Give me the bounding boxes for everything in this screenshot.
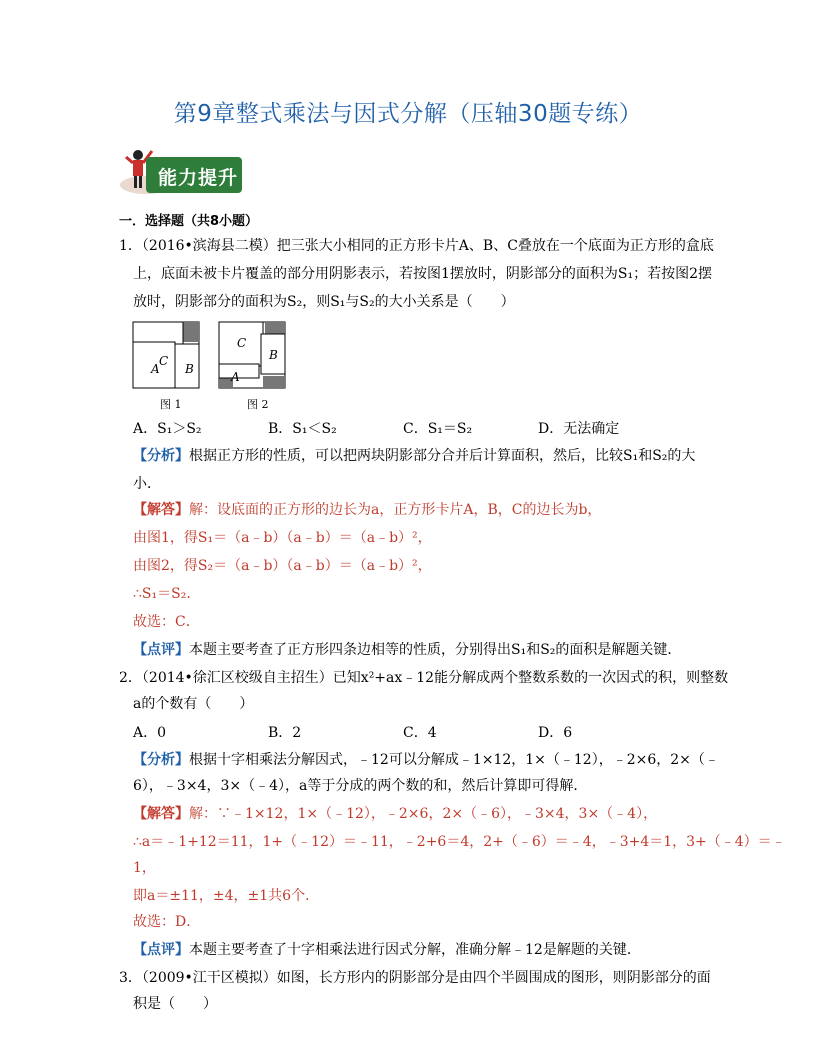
- q2-comment: [133, 940, 641, 960]
- q1-line3: 放时，阴影部分的面积为S₂，则S₁与S₂的大小关系是（ ）: [133, 294, 515, 310]
- q3-line1: 3．（2009•江干区模拟）如图，长方形内的阴影部分是由四个半圆围成的图形，则阴影部分的面: [119, 970, 711, 986]
- q2-comment-text: 本题主要考查了十字相乘法进行因式分解，准确分解﹣12是解题的关键．: [189, 942, 641, 958]
- q2-answer-line3: 1，: [133, 860, 156, 876]
- q2-answer-line1: 解：∵﹣1×12，1×（﹣12），﹣2×6，2×（﹣6），﹣3×4，3×（﹣4），: [189, 806, 658, 822]
- q1-option-c: C．S₁＝S₂: [403, 421, 473, 437]
- ability-badge: [116, 145, 244, 197]
- q1-analysis-cont: 小．: [133, 476, 161, 492]
- q1-answer-line4: ∴S₁＝S₂．: [133, 586, 201, 602]
- q2-option-a: A．0: [133, 725, 167, 741]
- q1-analysis: [133, 446, 695, 466]
- q1-answer: [133, 500, 601, 520]
- q1-option-a: A．S₁＞S₂: [133, 421, 202, 437]
- q2-option-d: D．6: [538, 725, 573, 741]
- q1-comment: [133, 640, 681, 660]
- q2-analysis: [133, 750, 719, 770]
- fig1-label-a: A: [151, 362, 160, 376]
- q1-answer-line5: 故选：C．: [133, 614, 200, 630]
- q3-line2: 积是（ ）: [133, 996, 217, 1012]
- q1-line2: 上，底面未被卡片覆盖的部分用阴影表示，若按图1摆放时，阴影部分的面积为S₁；若按图2摆: [133, 266, 713, 282]
- fig1-label-b: B: [185, 362, 194, 376]
- q1-option-d: D．无法确定: [538, 421, 620, 437]
- q1-option-b: B．S₁＜S₂: [268, 421, 337, 437]
- fig2-label-a: A: [231, 370, 240, 384]
- q2-answer-line5: 故选：D．: [133, 914, 201, 930]
- q2-option-b: B．2: [268, 725, 302, 741]
- q2-analysis-cont: 6），﹣3×4，3×（﹣4），a等于分成的两个数的和，然后计算即可得解．: [133, 778, 588, 794]
- section-heading: 一．选择题（共8小题）: [119, 214, 259, 229]
- q1-analysis-text: 根据正方形的性质，可以把两块阴影部分合并后计算面积，然后，比较S₁和S₂的大: [189, 448, 696, 464]
- badge-label: 能力提升: [158, 167, 239, 189]
- fig2-label-b: B: [269, 348, 278, 362]
- q2-analysis-text: 根据十字相乘法分解因式，﹣12可以分解成﹣1×12，1×（﹣12），﹣2×6，2×（﹣: [189, 752, 719, 768]
- q1-line1: 1．（2016•滨海县二模）把三张大小相同的正方形卡片A、B、C叠放在一个底面为正方形的盒底: [119, 238, 714, 254]
- q2-answer-tag: 【解答】: [133, 806, 189, 822]
- q1-comment-text: 本题主要考查了正方形四条边相等的性质，分别得出S₁和S₂的面积是解题关键．: [189, 642, 682, 658]
- q1-comment-tag: 【点评】: [133, 642, 189, 658]
- q2-analysis-tag: 【分析】: [133, 752, 189, 768]
- fig1-label-c: C: [159, 354, 169, 368]
- q1-answer-tag: 【解答】: [133, 502, 189, 518]
- page-title: 第9章整式乘法与因式分解（压轴30题专练）: [173, 101, 643, 127]
- q2-answer: [133, 804, 657, 824]
- fig2-label-c: C: [237, 336, 247, 350]
- q2-option-c: C．4: [403, 725, 437, 741]
- q1-answer-line1: 解：设底面的正方形的边长为a，正方形卡片A，B，C的边长为b，: [189, 502, 602, 518]
- q1-analysis-tag: 【分析】: [133, 448, 189, 464]
- q2-line2: a的个数有（ ）: [133, 696, 254, 712]
- q1-figures: [131, 320, 301, 411]
- q2-answer-line4: 即a＝±11，±4，±1共6个．: [133, 888, 320, 904]
- q1-answer-line3: 由图2，得S₂＝（a﹣b）（a﹣b）＝（a﹣b）²，: [133, 558, 432, 574]
- q2-line1: 2．（2014•徐汇区校级自主招生）已知x²+ax﹣12能分解成两个整数系数的一次因式的积，则整数: [119, 670, 729, 686]
- fig1-caption: 图 1: [160, 398, 182, 411]
- fig2-caption: 图 2: [247, 398, 269, 411]
- q1-answer-line2: 由图1，得S₁＝（a﹣b）（a﹣b）＝（a﹣b）²，: [133, 530, 432, 546]
- q2-answer-line2: ∴a＝﹣1+12＝11，1+（﹣12）＝﹣11，﹣2+6＝4，2+（﹣6）＝﹣4，﹣3+4＝1，3+（﹣4）＝﹣: [133, 834, 786, 850]
- q2-comment-tag: 【点评】: [133, 942, 189, 958]
